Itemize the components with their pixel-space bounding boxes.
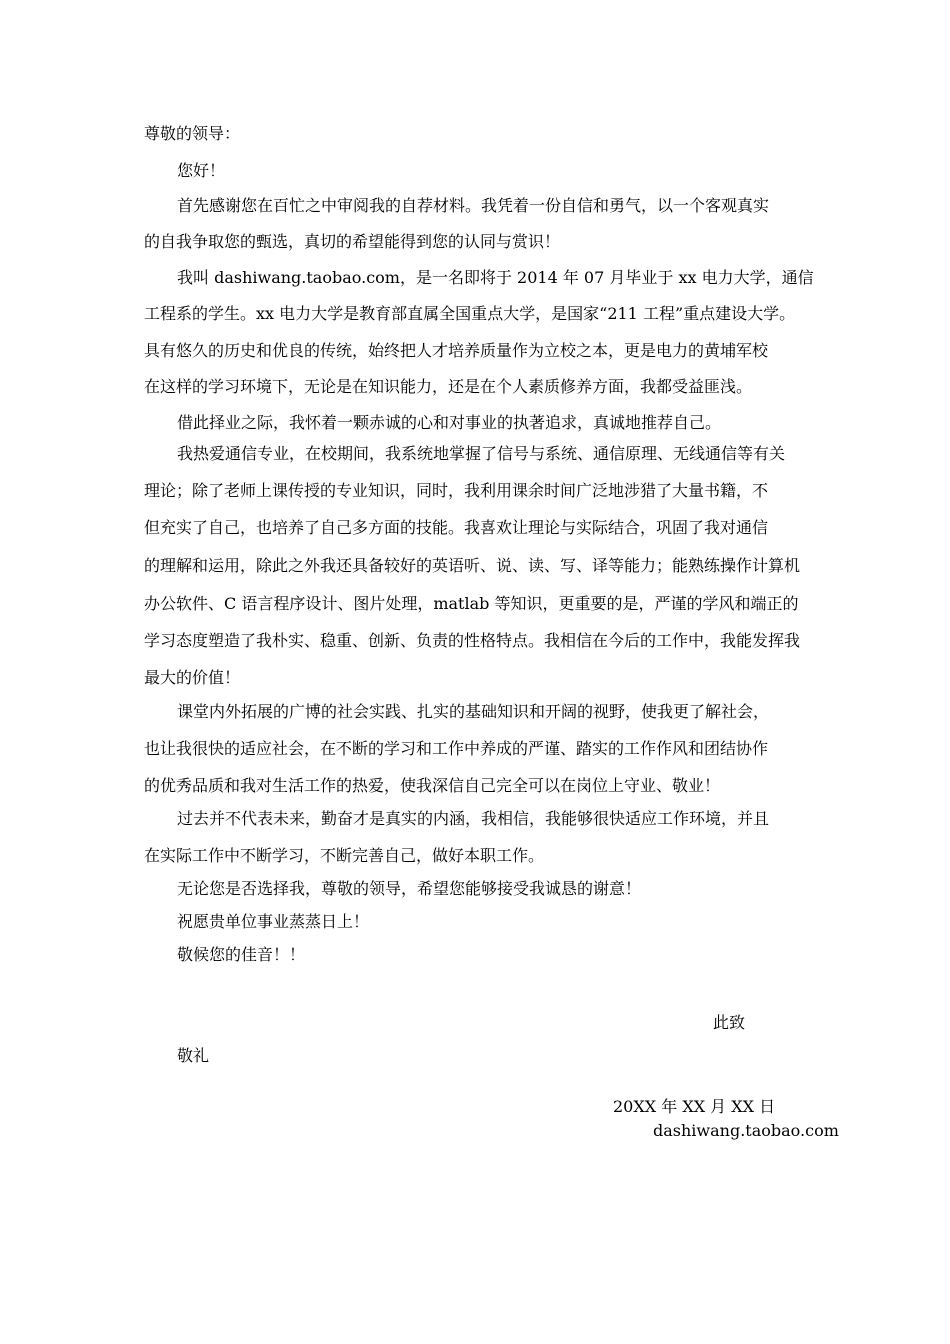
paragraph-line: 也让我很快的适应社会，在不断的学习和工作中养成的严谨、踏实的工作作风和团结协作 xyxy=(144,739,769,758)
paragraph-line: 工程系的学生。xx 电力大学是教育部直属全国重点大学，是国家“211 工程”重点建设大学。 xyxy=(144,304,796,323)
closing-jingli: 敬礼 xyxy=(177,1046,210,1065)
paragraph-line: 学习态度塑造了我朴实、稳重、创新、负责的性格特点。我相信在今后的工作中，我能发挥我 xyxy=(144,631,801,650)
paragraph-line: 的优秀品质和我对生活工作的热爱，使我深信自己完全可以在岗位上守业、敬业！ xyxy=(144,776,721,795)
paragraph-line: 最大的价值！ xyxy=(144,668,241,687)
paragraph-line: 办公软件、C 语言程序设计、图片处理，matlab 等知识，更重要的是，严谨的学风和端正的 xyxy=(144,594,799,613)
paragraph-line: 的自我争取您的甄选，真切的希望能得到您的认同与赏识！ xyxy=(144,232,561,251)
closing-zhici: 此致 xyxy=(713,1013,746,1032)
paragraph-line: 但充实了自己，也培养了自己多方面的技能。我喜欢让理论与实际结合，巩固了我对通信 xyxy=(144,518,769,537)
paragraph-line: 无论您是否选择我，尊敬的领导，希望您能够接受我诚恳的谢意！ xyxy=(177,879,642,898)
signature-date: 20XX 年 XX 月 XX 日 xyxy=(613,1097,776,1116)
paragraph-line: 借此择业之际，我怀着一颗赤诚的心和对事业的执著追求，真诚地推荐自己。 xyxy=(177,413,722,432)
greeting: 您好！ xyxy=(177,161,226,180)
signature-website: dashiwang.taobao.com xyxy=(653,1121,839,1140)
paragraph-line: 在实际工作中不断学习，不断完善自己，做好本职工作。 xyxy=(144,846,545,865)
paragraph-line: 首先感谢您在百忙之中审阅我的自荐材料。我凭着一份自信和勇气，以一个客观真实 xyxy=(177,196,770,215)
paragraph-line: 我热爱通信专业，在校期间，我系统地掌握了信号与系统、通信原理、无线通信等有关 xyxy=(177,444,786,463)
paragraph-line: 课堂内外拓展的广博的社会实践、扎实的基础知识和开阔的视野，使我更了解社会， xyxy=(177,702,770,721)
paragraph-line: 在这样的学习环境下，无论是在知识能力，还是在个人素质修养方面，我都受益匪浅。 xyxy=(144,377,753,396)
paragraph-line: 我叫 dashiwang.taobao.com，是一名即将于 2014 年 07 月毕业于 xx 电力大学，通信 xyxy=(177,268,814,287)
paragraph-line: 具有悠久的历史和优良的传统，始终把人才培养质量作为立校之本，更是电力的黄埔军校 xyxy=(144,341,769,360)
paragraph-line: 祝愿贵单位事业蒸蒸日上！ xyxy=(177,912,370,931)
salutation: 尊敬的领导： xyxy=(144,124,241,143)
paragraph-line: 敬候您的佳音！！ xyxy=(177,945,306,964)
paragraph-line: 过去并不代表未来，勤奋才是真实的内涵，我相信，我能够很快适应工作环境，并且 xyxy=(177,809,770,828)
paragraph-line: 理论；除了老师上课传授的专业知识，同时，我利用课余时间广泛地涉猎了大量书籍，不 xyxy=(144,481,769,500)
paragraph-line: 的理解和运用，除此之外我还具备较好的英语听、说、读、写、译等能力；能熟练操作计算机 xyxy=(144,556,801,575)
